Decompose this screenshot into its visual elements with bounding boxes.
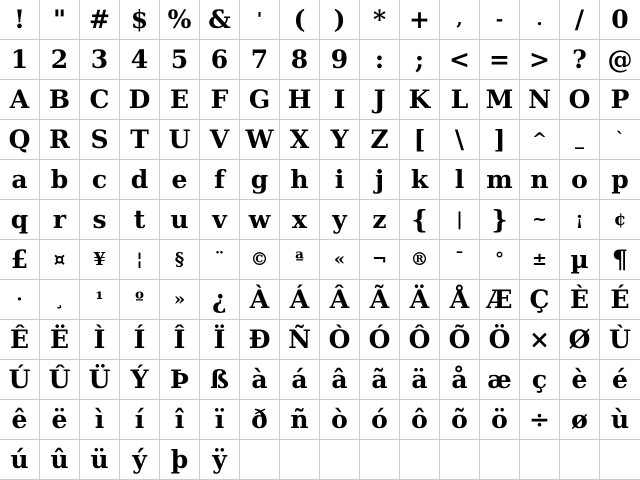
glyph-cell: á [280, 360, 320, 400]
glyph-cell: ® [400, 240, 440, 280]
glyph-cell: ï [200, 400, 240, 440]
glyph-cell-empty [400, 440, 440, 480]
glyph-cell: % [160, 0, 200, 40]
glyph-cell: Ò [320, 320, 360, 360]
glyph-cell: 5 [160, 40, 200, 80]
glyph-cell: ? [560, 40, 600, 80]
glyph-cell: ¡ [560, 200, 600, 240]
glyph-cell: ¢ [600, 200, 640, 240]
glyph-cell: = [480, 40, 520, 80]
glyph-cell: , [440, 0, 480, 40]
glyph-cell: 8 [280, 40, 320, 80]
glyph-cell: D [120, 80, 160, 120]
glyph-cell: ¶ [600, 240, 640, 280]
glyph-cell: 0 [600, 0, 640, 40]
glyph-cell: ¬ [360, 240, 400, 280]
glyph-cell: i [320, 160, 360, 200]
glyph-cell: î [160, 400, 200, 440]
glyph-cell: ù [600, 400, 640, 440]
glyph-cell: [ [400, 120, 440, 160]
glyph-cell: 3 [80, 40, 120, 80]
glyph-cell: ¿ [200, 280, 240, 320]
glyph-cell: Ü [80, 360, 120, 400]
glyph-cell: > [520, 40, 560, 80]
glyph-cell: Ð [240, 320, 280, 360]
glyph-cell: ¯ [440, 240, 480, 280]
glyph-cell: × [520, 320, 560, 360]
glyph-cell: + [400, 0, 440, 40]
glyph-cell: u [160, 200, 200, 240]
glyph-cell: ± [520, 240, 560, 280]
glyph-cell: Á [280, 280, 320, 320]
glyph-cell: y [320, 200, 360, 240]
glyph-cell: J [360, 80, 400, 120]
glyph-cell: £ [0, 240, 40, 280]
glyph-cell: ç [520, 360, 560, 400]
glyph-cell: N [520, 80, 560, 120]
glyph-cell: Þ [160, 360, 200, 400]
glyph-cell: : [360, 40, 400, 80]
glyph-cell-empty [600, 440, 640, 480]
glyph-cell: Y [320, 120, 360, 160]
glyph-cell: ( [280, 0, 320, 40]
glyph-cell: Ý [120, 360, 160, 400]
glyph-cell: · [0, 280, 40, 320]
glyph-cell: _ [560, 120, 600, 160]
glyph-cell: ß [200, 360, 240, 400]
glyph-cell-empty [360, 440, 400, 480]
glyph-cell: d [120, 160, 160, 200]
glyph-cell: ¨ [200, 240, 240, 280]
glyph-cell: Ê [0, 320, 40, 360]
glyph-cell: § [160, 240, 200, 280]
glyph-cell: X [280, 120, 320, 160]
glyph-cell: L [440, 80, 480, 120]
glyph-cell: m [480, 160, 520, 200]
glyph-cell: . [520, 0, 560, 40]
glyph-cell: z [360, 200, 400, 240]
glyph-cell: 6 [200, 40, 240, 80]
glyph-cell: b [40, 160, 80, 200]
glyph-cell: ÿ [200, 440, 240, 480]
glyph-cell: o [560, 160, 600, 200]
glyph-cell: k [400, 160, 440, 200]
glyph-cell: æ [480, 360, 520, 400]
glyph-cell-empty [480, 440, 520, 480]
glyph-cell: Å [440, 280, 480, 320]
glyph-cell: - [480, 0, 520, 40]
glyph-cell: Ä [400, 280, 440, 320]
glyph-cell: / [560, 0, 600, 40]
glyph-cell: | [440, 200, 480, 240]
glyph-cell: Ô [400, 320, 440, 360]
glyph-cell: G [240, 80, 280, 120]
glyph-cell: å [440, 360, 480, 400]
glyph-cell: ¤ [40, 240, 80, 280]
glyph-cell-empty [320, 440, 360, 480]
glyph-cell: P [600, 80, 640, 120]
glyph-cell: W [240, 120, 280, 160]
glyph-cell: Ö [480, 320, 520, 360]
glyph-cell-empty [240, 440, 280, 480]
glyph-cell-empty [520, 440, 560, 480]
glyph-cell: O [560, 80, 600, 120]
glyph-cell: Í [120, 320, 160, 360]
glyph-cell: µ [560, 240, 600, 280]
glyph-cell: g [240, 160, 280, 200]
glyph-cell: ê [0, 400, 40, 440]
glyph-cell: ö [480, 400, 520, 440]
glyph-cell: A [0, 80, 40, 120]
glyph-cell: Ç [520, 280, 560, 320]
glyph-cell: ô [400, 400, 440, 440]
glyph-cell: Q [0, 120, 40, 160]
glyph-cell: 4 [120, 40, 160, 80]
glyph-cell: é [600, 360, 640, 400]
glyph-cell: ^ [520, 120, 560, 160]
glyph-cell: v [200, 200, 240, 240]
glyph-cell: à [240, 360, 280, 400]
glyph-cell: R [40, 120, 80, 160]
glyph-cell: U [160, 120, 200, 160]
glyph-cell: º [120, 280, 160, 320]
glyph-cell: h [280, 160, 320, 200]
glyph-cell: È [560, 280, 600, 320]
glyph-cell: { [400, 200, 440, 240]
glyph-cell: Ë [40, 320, 80, 360]
glyph-cell: ' [240, 0, 280, 40]
glyph-cell: 7 [240, 40, 280, 80]
glyph-cell: < [440, 40, 480, 80]
glyph-cell: r [40, 200, 80, 240]
glyph-cell: Ú [0, 360, 40, 400]
glyph-cell: \ [440, 120, 480, 160]
glyph-cell: Î [160, 320, 200, 360]
glyph-cell-empty [560, 440, 600, 480]
glyph-cell-empty [440, 440, 480, 480]
glyph-cell: T [120, 120, 160, 160]
glyph-cell: ¦ [120, 240, 160, 280]
glyph-cell: * [360, 0, 400, 40]
glyph-cell: ü [80, 440, 120, 480]
glyph-cell: @ [600, 40, 640, 80]
glyph-cell: s [80, 200, 120, 240]
glyph-cell: è [560, 360, 600, 400]
glyph-cell: Æ [480, 280, 520, 320]
glyph-cell: Ù [600, 320, 640, 360]
glyph-cell: I [320, 80, 360, 120]
glyph-cell: Ï [200, 320, 240, 360]
glyph-cell: ¹ [80, 280, 120, 320]
glyph-cell: ! [0, 0, 40, 40]
glyph-cell: ì [80, 400, 120, 440]
glyph-cell: K [400, 80, 440, 120]
glyph-cell: q [0, 200, 40, 240]
glyph-cell: a [0, 160, 40, 200]
glyph-cell: ò [320, 400, 360, 440]
glyph-cell: Õ [440, 320, 480, 360]
glyph-cell: û [40, 440, 80, 480]
glyph-cell: Û [40, 360, 80, 400]
glyph-cell: c [80, 160, 120, 200]
glyph-cell: # [80, 0, 120, 40]
glyph-cell: ú [0, 440, 40, 480]
glyph-cell: Ã [360, 280, 400, 320]
glyph-cell: Ñ [280, 320, 320, 360]
glyph-cell: Â [320, 280, 360, 320]
glyph-cell: e [160, 160, 200, 200]
glyph-cell: ÷ [520, 400, 560, 440]
glyph-cell: " [40, 0, 80, 40]
glyph-cell: ] [480, 120, 520, 160]
glyph-cell: f [200, 160, 240, 200]
glyph-cell: ý [120, 440, 160, 480]
glyph-cell: n [520, 160, 560, 200]
glyph-cell-empty [280, 440, 320, 480]
glyph-cell: F [200, 80, 240, 120]
glyph-cell: Ø [560, 320, 600, 360]
glyph-cell: ; [400, 40, 440, 80]
glyph-cell: H [280, 80, 320, 120]
glyph-cell: l [440, 160, 480, 200]
glyph-cell: Ó [360, 320, 400, 360]
glyph-cell: Z [360, 120, 400, 160]
glyph-cell: ° [480, 240, 520, 280]
glyph-cell: ` [600, 120, 640, 160]
glyph-cell: ~ [520, 200, 560, 240]
glyph-cell: S [80, 120, 120, 160]
glyph-cell: ¥ [80, 240, 120, 280]
glyph-cell: À [240, 280, 280, 320]
glyph-cell: E [160, 80, 200, 120]
glyph-cell: B [40, 80, 80, 120]
glyph-cell: $ [120, 0, 160, 40]
glyph-cell: 9 [320, 40, 360, 80]
glyph-cell: Ì [80, 320, 120, 360]
glyph-cell: & [200, 0, 240, 40]
glyph-cell: í [120, 400, 160, 440]
glyph-cell: ø [560, 400, 600, 440]
glyph-cell: ó [360, 400, 400, 440]
glyph-cell: j [360, 160, 400, 200]
glyph-cell: ë [40, 400, 80, 440]
glyph-cell: ª [280, 240, 320, 280]
glyph-cell: « [320, 240, 360, 280]
glyph-cell: © [240, 240, 280, 280]
glyph-cell: ä [400, 360, 440, 400]
glyph-cell: » [160, 280, 200, 320]
glyph-cell: ã [360, 360, 400, 400]
glyph-cell: p [600, 160, 640, 200]
glyph-cell: þ [160, 440, 200, 480]
glyph-cell: x [280, 200, 320, 240]
glyph-cell: ð [240, 400, 280, 440]
glyph-cell: M [480, 80, 520, 120]
glyph-cell: ñ [280, 400, 320, 440]
glyph-cell: É [600, 280, 640, 320]
glyph-cell: õ [440, 400, 480, 440]
glyph-cell: } [480, 200, 520, 240]
glyph-cell: V [200, 120, 240, 160]
glyph-cell: â [320, 360, 360, 400]
glyph-cell: ¸ [40, 280, 80, 320]
glyph-cell: w [240, 200, 280, 240]
glyph-cell: ) [320, 0, 360, 40]
glyph-cell: 1 [0, 40, 40, 80]
glyph-cell: 2 [40, 40, 80, 80]
glyph-cell: t [120, 200, 160, 240]
glyph-cell: C [80, 80, 120, 120]
